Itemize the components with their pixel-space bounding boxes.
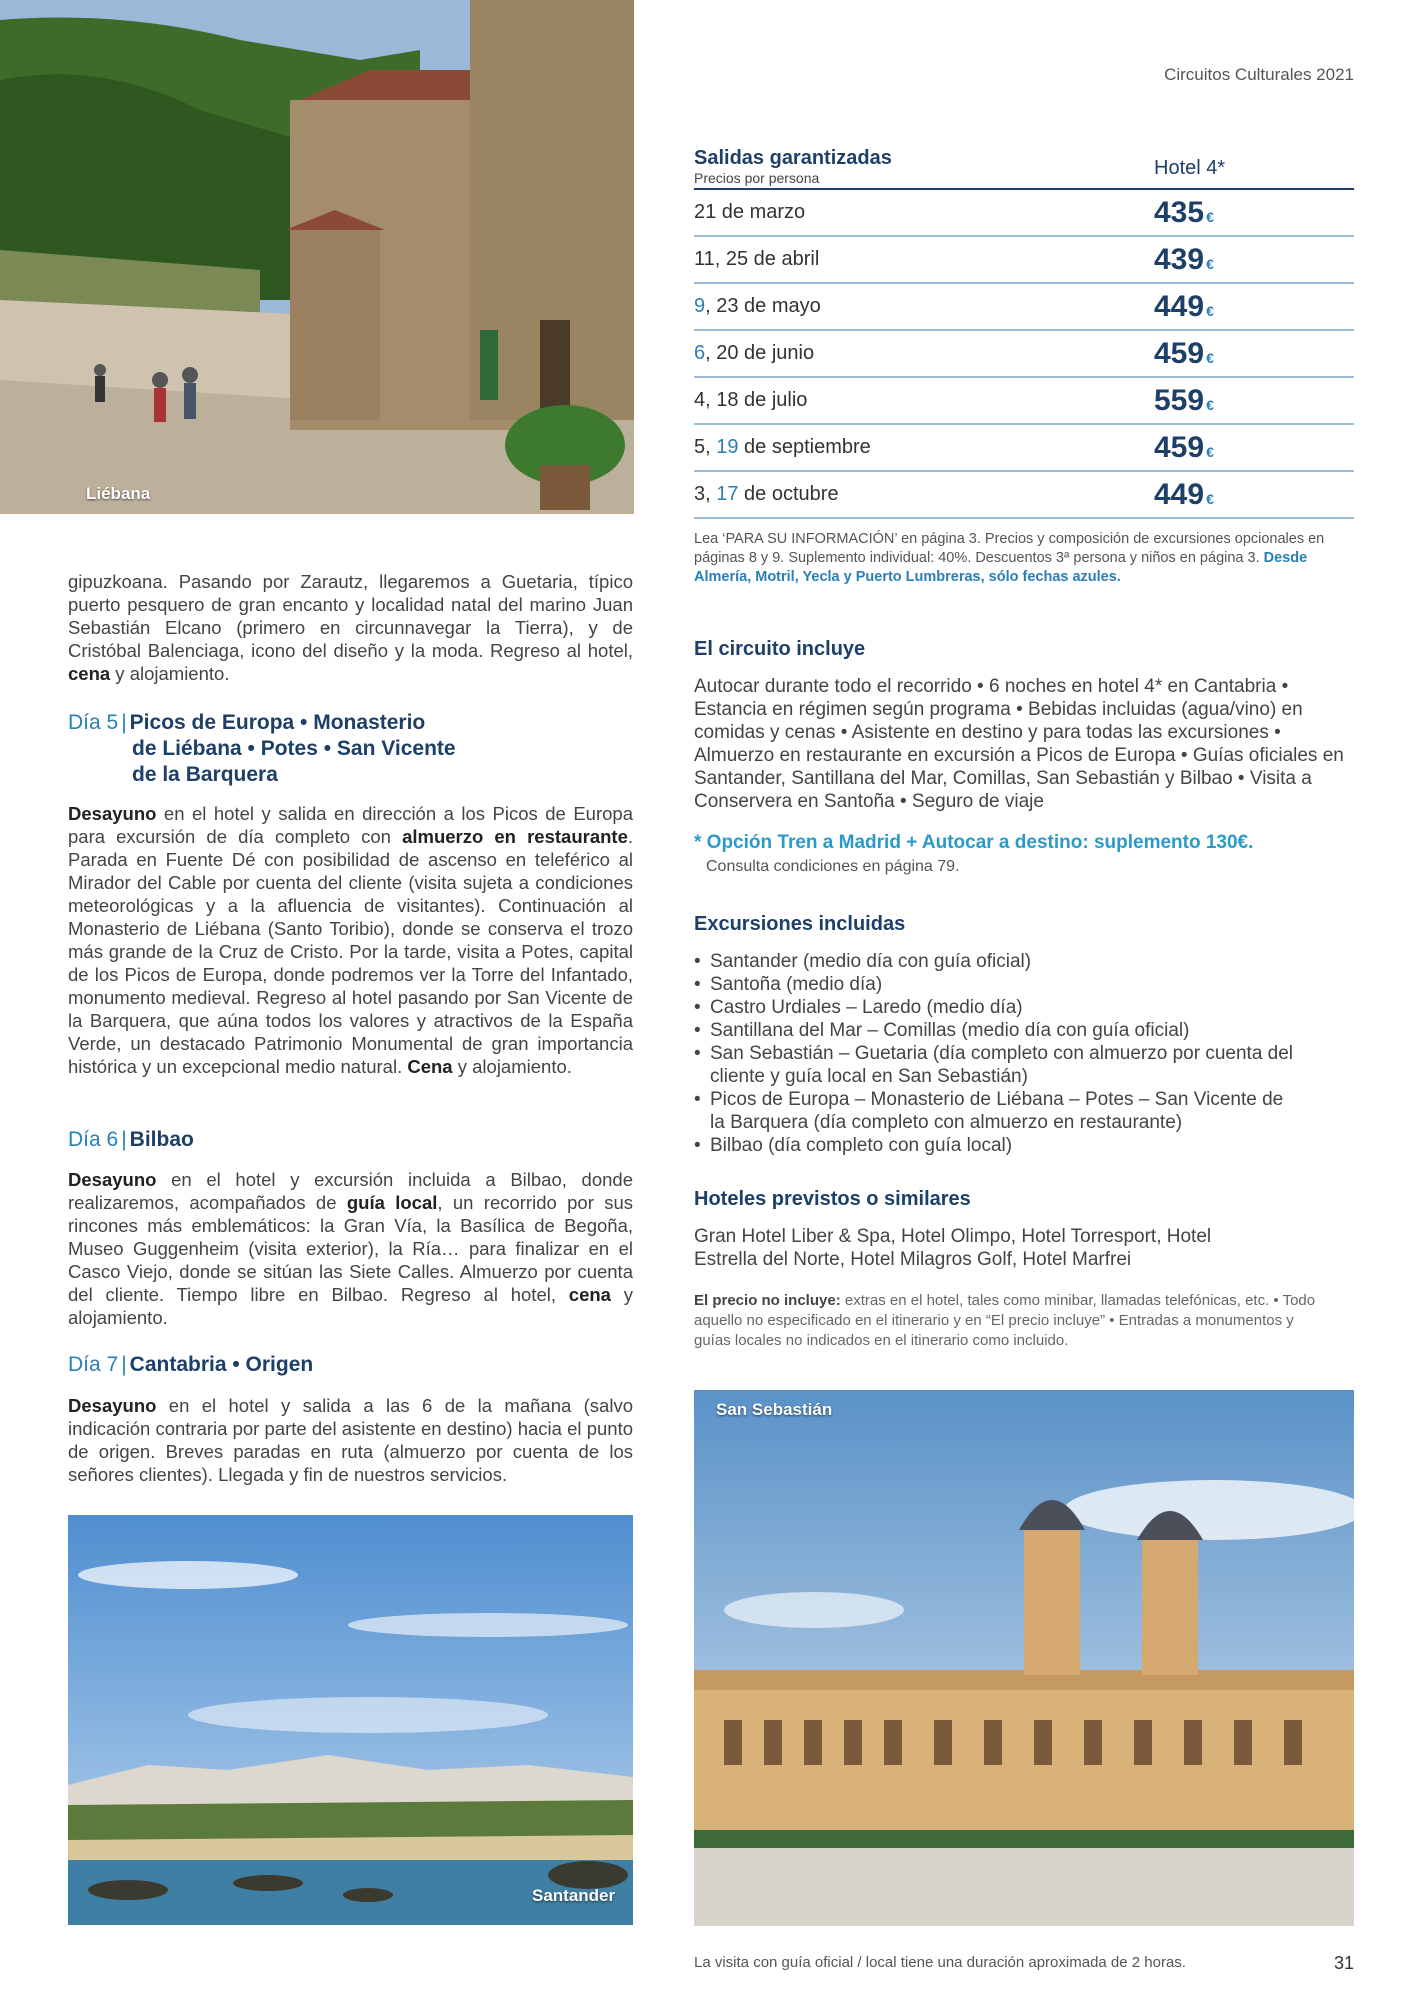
photo-caption-santander: Santander	[532, 1886, 616, 1905]
hoteles-text: Gran Hotel Liber & Spa, Hotel Olimpo, Hotel Torresport, Hotel Estrella del Norte, Hotel Milagros Golf, Hotel Marfrei	[694, 1226, 1212, 1270]
departure-date: 11, 25 de abril	[694, 248, 820, 270]
photo-caption-san-sebastian: San Sebastián	[716, 1400, 833, 1419]
day-6-heading: Día 6 | Bilbao	[68, 1128, 194, 1151]
price-table-title: Salidas garantizadas	[694, 147, 892, 169]
day-6-title: Bilbao	[129, 1128, 194, 1151]
price-row	[694, 378, 1354, 425]
excursiones-list	[694, 950, 1294, 1157]
excursion-item: • Santander (medio día con guía oficial)	[694, 950, 1294, 973]
day-6-number: Día 6	[68, 1128, 119, 1151]
hoteles-title: Hoteles previstos o similares	[694, 1188, 971, 1210]
san-sebastian-photo	[694, 1390, 1354, 1926]
price-value: 559 €	[1154, 383, 1214, 417]
price-notes-text: Lea ‘PARA SU INFORMACIÓN’ en página 3. Precios y composición de excursiones opcionales en páginas 8 y 9. Suplemento individual: 40%. Descuentos 3ª persona y niños en página 3.	[694, 531, 1325, 566]
price-value: 439 €	[1154, 242, 1214, 276]
day-6-text: Desayuno en el hotel y excursión incluida a Bilbao, donde realizaremos, acompañados de guía local, un recorrido por sus rincones más emblemáticos: la Gran Vía, la Basílica de Begoña, Museo Guggenheim (visita exterior), la Ría… para finalizar en el Casco Viejo, donde se sitúan las Siete Calles. Almuerzo por cuenta del cliente. Tiempo libre en Bilbao. Regreso al hotel, cena y alojamiento.	[68, 1169, 633, 1328]
day-5-text: Desayuno en el hotel y salida en dirección a los Picos de Europa para excursión de día completo con almuerzo en restaurante. Parada en Fuente Dé con posibilidad de ascenso en teleférico al Mirador del Cable por cuenta del cliente (visita sujeta a condiciones meteorológicas y a la afluencia de visitantes). Continuación al Monasterio de Liébana (Santo Toribio), donde se conserva el trozo más grande de la Cruz de Cristo. Por la tarde, visita a Potes, capital de los Picos de Europa, donde podremos ver la Torre del Infantado, monumento medieval. Regreso al hotel pasando por San Vicente de la Barquera, que aúna todos los valores y atractivos de la España Verde, un destacado Patrimonio Monumental de gran importancia histórica y un excepcional medio natural. Cena y alojamiento.	[68, 803, 633, 1077]
intro-paragraph: gipuzkoana. Pasando por Zarautz, llegaremos a Guetaria, típico puerto pesquero de gran encanto y localidad natal del marino Juan Sebastián Elcano (primero en circunnavegar la Tierra), y de Cristóbal Balenciaga, icono del diseño y la moda. Regreso al hotel, cena y alojamiento.	[68, 571, 633, 684]
hotel-column-header: Hotel 4*	[1154, 157, 1226, 179]
price-table	[694, 138, 1354, 519]
excursion-item: • Castro Urdiales – Laredo (medio día)	[694, 996, 1294, 1019]
day-5-heading: Día 5 | Picos de Europa • Monasterio de Liébana • Potes • San Vicente de la Barquera	[68, 710, 633, 788]
price-row	[694, 472, 1354, 519]
excursion-item: • Santoña (medio día)	[694, 973, 1294, 996]
tren-option: * Opción Tren a Madrid + Autocar a destino: suplemento 130€.	[694, 832, 1254, 853]
price-notes	[694, 530, 1334, 587]
santander-photo	[68, 1515, 633, 1925]
price-row	[694, 284, 1354, 331]
day-5-number: Día 5	[68, 711, 119, 734]
excursiones-title: Excursiones incluidas	[694, 913, 906, 935]
excursion-item: • Bilbao (día completo con guía local)	[694, 1134, 1294, 1157]
page-number: 31	[1333, 1953, 1354, 1973]
price-value: 449 €	[1154, 477, 1214, 511]
price-value: 459 €	[1154, 336, 1214, 370]
price-table-subtitle: Precios por persona	[694, 170, 820, 186]
departure-date: 6, 20 de junio	[694, 342, 815, 364]
departure-date: 3, 17 de octubre	[694, 483, 839, 505]
price-notes-blue: Desde Almería, Motril, Yecla y Puerto Lumbreras, sólo fechas azules.	[694, 550, 1308, 585]
excursion-item: • San Sebastián – Guetaria (día completo con almuerzo por cuenta del cliente y guía local en San Sebastián)	[694, 1042, 1294, 1088]
departure-date: 4, 18 de julio	[694, 389, 808, 411]
price-row	[694, 237, 1354, 284]
price-value: 449 €	[1154, 289, 1214, 323]
tren-conditions: Consulta condiciones en página 79.	[706, 858, 960, 875]
excursion-item: • Santillana del Mar – Comillas (medio día con guía oficial)	[694, 1019, 1294, 1042]
price-row	[694, 425, 1354, 472]
incluye-text: Autocar durante todo el recorrido • 6 noches en hotel 4* en Cantabria • Estancia en régimen según programa • Bebidas incluidas (agua/vino) en comidas y cenas • Asistente en destino y para todas las excursiones • Almuerzo en restaurante en excursión a Picos de Europa • Guías oficiales en Santander, Santillana del Mar, Comillas, San Sebastián y Bilbao • Visita a Conservera en Santoña • Seguro de viaje	[694, 676, 1344, 812]
day-7-title: Cantabria • Origen	[129, 1353, 314, 1376]
photo-caption-liebana: Liébana	[86, 484, 151, 503]
no-incluye-label: El precio no incluye:	[694, 1292, 841, 1309]
day-5-title-line2: de Liébana • Potes • San Vicente	[132, 737, 456, 760]
day-7-text: Desayuno en el hotel y salida a las 6 de la mañana (salvo indicación contraria por parte del asistente en destino) hacia el punto de origen. Breves paradas en ruta (almuerzo por cuenta de los señores clientes). Llegada y fin de nuestros servicios.	[68, 1395, 633, 1485]
day-7-number: Día 7	[68, 1353, 119, 1376]
liebana-photo	[0, 0, 634, 514]
footer-note: La visita con guía oficial / local tiene una duración aproximada de 2 horas.	[694, 1954, 1186, 1971]
incluye-title: El circuito incluye	[694, 638, 866, 660]
price-value: 435 €	[1154, 195, 1214, 229]
price-row	[694, 331, 1354, 378]
no-incluye	[694, 1291, 1334, 1351]
day-5-title-line1: Picos de Europa • Monasterio	[129, 711, 426, 734]
day-7-heading: Día 7 | Cantabria • Origen	[68, 1353, 314, 1376]
price-value: 459 €	[1154, 430, 1214, 464]
departure-date: 5, 19 de septiembre	[694, 436, 871, 458]
price-row	[694, 190, 1354, 237]
departure-date: 21 de marzo	[694, 201, 806, 223]
section-header: Circuitos Culturales 2021	[1164, 65, 1354, 84]
departure-date: 9, 23 de mayo	[694, 295, 821, 317]
excursion-item: • Picos de Europa – Monasterio de Liébana – Potes – San Vicente de la Barquera (día completo con almuerzo en restaurante)	[694, 1088, 1294, 1134]
no-incluye-text: extras en el hotel, tales como minibar, llamadas telefónicas, etc. • Todo aquello no especificado en el itinerario y en “El precio incluye” • Entradas a monumentos y guías locales no indicados en el itinerario como incluido.	[694, 1292, 1316, 1349]
price-table-header	[694, 138, 1354, 190]
day-5-title-line3: de la Barquera	[132, 763, 278, 786]
